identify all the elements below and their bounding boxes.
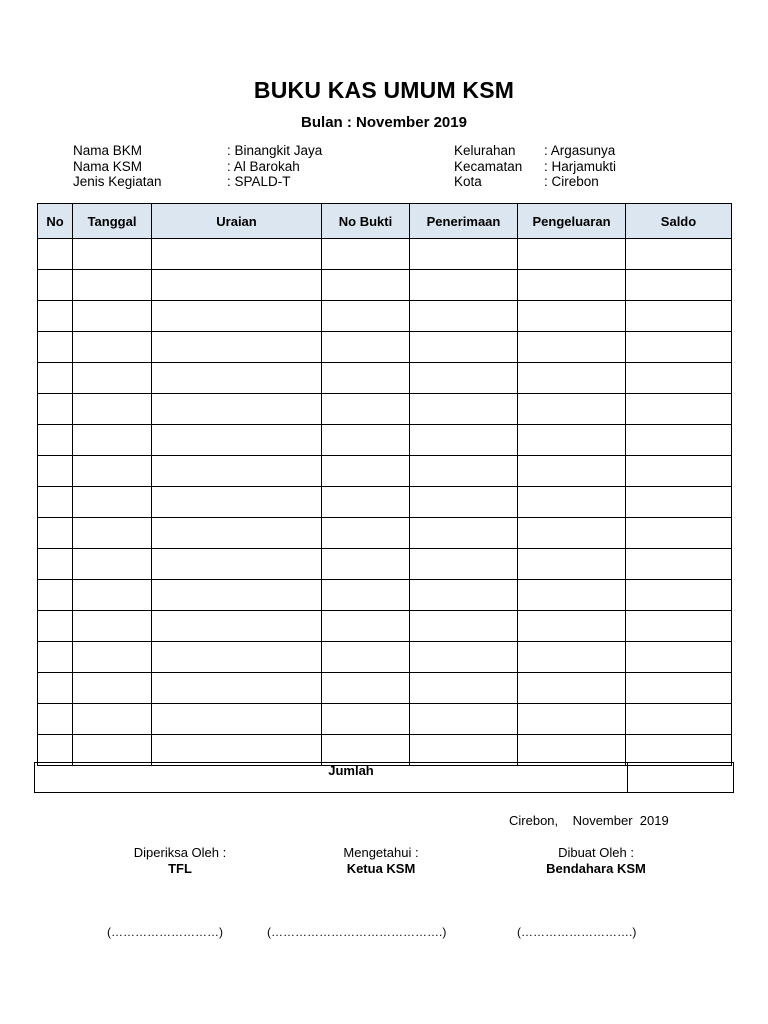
table-cell <box>152 518 322 549</box>
table-cell <box>152 332 322 363</box>
table-cell <box>626 642 732 673</box>
table-row <box>38 673 732 704</box>
table-cell <box>152 363 322 394</box>
table-cell <box>73 332 152 363</box>
table-cell <box>518 611 626 642</box>
table-cell <box>518 518 626 549</box>
table-cell <box>152 735 322 766</box>
table-row <box>38 425 732 456</box>
column-header-saldo: Saldo <box>626 204 732 239</box>
table-cell <box>38 270 73 301</box>
table-cell <box>410 642 518 673</box>
table-cell <box>38 611 73 642</box>
info-value: : Argasunya <box>544 143 616 158</box>
table-cell <box>410 735 518 766</box>
table-row <box>38 704 732 735</box>
table-row <box>38 332 732 363</box>
table-row <box>38 363 732 394</box>
table-cell <box>518 363 626 394</box>
info-label: Nama BKM <box>73 143 143 158</box>
table-cell <box>518 735 626 766</box>
table-cell <box>518 239 626 270</box>
table-cell <box>518 394 626 425</box>
table-cell <box>322 394 410 425</box>
info-value: : Al Barokah <box>227 158 300 174</box>
signatory-checker <box>85 845 275 877</box>
table-row <box>38 642 732 673</box>
table-cell <box>322 735 410 766</box>
total-row <box>34 762 734 793</box>
column-header-uraian: Uraian <box>152 204 322 239</box>
table-cell <box>152 549 322 580</box>
table-cell <box>518 642 626 673</box>
table-row <box>38 239 732 270</box>
table-row <box>38 456 732 487</box>
info-row-kota <box>454 174 616 190</box>
table-cell <box>38 332 73 363</box>
table-cell <box>518 704 626 735</box>
info-row-nama-ksm <box>73 159 322 175</box>
table-cell <box>626 239 732 270</box>
table-row <box>38 549 732 580</box>
table-cell <box>73 270 152 301</box>
table-cell <box>410 704 518 735</box>
table-cell <box>73 301 152 332</box>
table-cell <box>322 642 410 673</box>
table-cell <box>38 735 73 766</box>
table-cell <box>410 456 518 487</box>
table-cell <box>322 518 410 549</box>
total-label: Jumlah <box>328 763 374 778</box>
table-cell <box>626 425 732 456</box>
table-cell <box>152 611 322 642</box>
table-cell <box>410 270 518 301</box>
table-cell <box>152 270 322 301</box>
info-row-nama-bkm <box>73 143 322 159</box>
table-cell <box>38 425 73 456</box>
total-divider <box>627 763 628 792</box>
table-cell <box>322 580 410 611</box>
table-cell <box>73 642 152 673</box>
signature-line-approver: (…………………………………….) <box>267 925 447 939</box>
table-cell <box>152 394 322 425</box>
table-cell <box>626 487 732 518</box>
table-cell <box>73 673 152 704</box>
place-date: Cirebon, November 2019 <box>509 813 669 828</box>
info-value: : SPALD-T <box>227 174 291 189</box>
table-cell <box>322 301 410 332</box>
table-cell <box>322 270 410 301</box>
table-cell <box>38 642 73 673</box>
table-cell <box>322 611 410 642</box>
signatory-approver <box>286 845 476 877</box>
table-cell <box>518 673 626 704</box>
column-header-tanggal: Tanggal <box>73 204 152 239</box>
info-left <box>73 143 322 190</box>
table-cell <box>322 239 410 270</box>
table-cell <box>322 425 410 456</box>
info-value: : Binangkit Jaya <box>227 143 323 158</box>
table-cell <box>38 518 73 549</box>
table-cell <box>322 332 410 363</box>
document-subtitle: Bulan : November 2019 <box>301 114 467 131</box>
table-cell <box>73 580 152 611</box>
table-row <box>38 611 732 642</box>
table-cell <box>38 487 73 518</box>
table-cell <box>410 611 518 642</box>
table-cell <box>322 456 410 487</box>
table-cell <box>152 239 322 270</box>
table-cell <box>73 735 152 766</box>
table-cell <box>73 456 152 487</box>
table-cell <box>626 394 732 425</box>
signatory-role: TFL <box>168 861 192 876</box>
signatory-role: Ketua KSM <box>346 861 416 876</box>
table-cell <box>73 704 152 735</box>
table-cell <box>410 580 518 611</box>
table-cell <box>38 580 73 611</box>
table-cell <box>152 301 322 332</box>
info-label: Nama KSM <box>73 158 143 174</box>
table-cell <box>518 332 626 363</box>
table-cell <box>38 363 73 394</box>
signature-line-maker: (……………………….) <box>517 925 637 939</box>
document-title: BUKU KAS UMUM KSM <box>253 77 515 103</box>
table-cell <box>152 487 322 518</box>
table-cell <box>410 332 518 363</box>
info-row-kelurahan <box>454 143 616 159</box>
table-cell <box>626 456 732 487</box>
table-cell <box>38 549 73 580</box>
table-cell <box>626 549 732 580</box>
table-cell <box>38 456 73 487</box>
table-cell <box>73 487 152 518</box>
table-cell <box>518 425 626 456</box>
info-value: : Harjamukti <box>544 158 617 174</box>
table-cell <box>152 642 322 673</box>
table-cell <box>410 394 518 425</box>
table-cell <box>152 425 322 456</box>
signatory-caption: Mengetahui : <box>343 845 419 860</box>
table-cell <box>322 549 410 580</box>
table-cell <box>626 518 732 549</box>
table-cell <box>626 611 732 642</box>
table-cell <box>73 549 152 580</box>
table-cell <box>322 487 410 518</box>
info-right <box>454 143 616 190</box>
table-cell <box>626 270 732 301</box>
column-header-penerimaan: Penerimaan <box>410 204 518 239</box>
table-cell <box>518 301 626 332</box>
table-cell <box>518 549 626 580</box>
table-cell <box>73 611 152 642</box>
table-cell <box>410 518 518 549</box>
table-cell <box>322 704 410 735</box>
column-header-no: No <box>38 204 73 239</box>
signatory-caption: Diperiksa Oleh : <box>133 845 227 860</box>
table-cell <box>73 518 152 549</box>
table-row <box>38 301 732 332</box>
info-row-kecamatan <box>454 159 616 175</box>
table-cell <box>410 487 518 518</box>
info-label: Kelurahan <box>454 143 516 158</box>
table-row <box>38 270 732 301</box>
table-cell <box>410 239 518 270</box>
table-cell <box>626 735 732 766</box>
signatory-role: Bendahara KSM <box>546 861 646 876</box>
table-cell <box>38 673 73 704</box>
ledger-table <box>37 203 732 766</box>
table-cell <box>38 239 73 270</box>
table-cell <box>410 549 518 580</box>
table-cell <box>518 456 626 487</box>
table-cell <box>410 673 518 704</box>
table-cell <box>410 425 518 456</box>
table-cell <box>518 580 626 611</box>
table-cell <box>626 301 732 332</box>
table-cell <box>73 394 152 425</box>
table-cell <box>518 270 626 301</box>
table-row <box>38 580 732 611</box>
table-cell <box>38 704 73 735</box>
table-cell <box>410 363 518 394</box>
table-cell <box>152 673 322 704</box>
signatory-caption: Dibuat Oleh : <box>558 845 634 860</box>
table-cell <box>152 580 322 611</box>
table-cell <box>322 363 410 394</box>
signature-line-checker: (………………………) <box>107 925 223 939</box>
info-label: Kecamatan <box>454 158 523 174</box>
table-cell <box>38 394 73 425</box>
column-header-no-bukti: No Bukti <box>322 204 410 239</box>
info-label: Jenis Kegiatan <box>73 174 162 189</box>
table-cell <box>38 301 73 332</box>
table-cell <box>73 239 152 270</box>
table-row <box>38 518 732 549</box>
table-cell <box>73 425 152 456</box>
info-label: Kota <box>454 174 482 189</box>
table-row <box>38 487 732 518</box>
info-row-jenis-kegiatan <box>73 174 322 190</box>
column-header-pengeluaran: Pengeluaran <box>518 204 626 239</box>
table-cell <box>626 363 732 394</box>
table-cell <box>322 673 410 704</box>
signatory-maker <box>501 845 691 877</box>
table-cell <box>626 580 732 611</box>
table-row <box>38 735 732 766</box>
table-header-row <box>38 204 732 239</box>
table-cell <box>73 363 152 394</box>
table-cell <box>626 704 732 735</box>
info-value: : Cirebon <box>544 174 599 189</box>
table-cell <box>152 456 322 487</box>
table-row <box>38 394 732 425</box>
table-cell <box>626 332 732 363</box>
table-body <box>38 239 732 766</box>
table-cell <box>152 704 322 735</box>
table-cell <box>410 301 518 332</box>
table-cell <box>518 487 626 518</box>
table-cell <box>626 673 732 704</box>
